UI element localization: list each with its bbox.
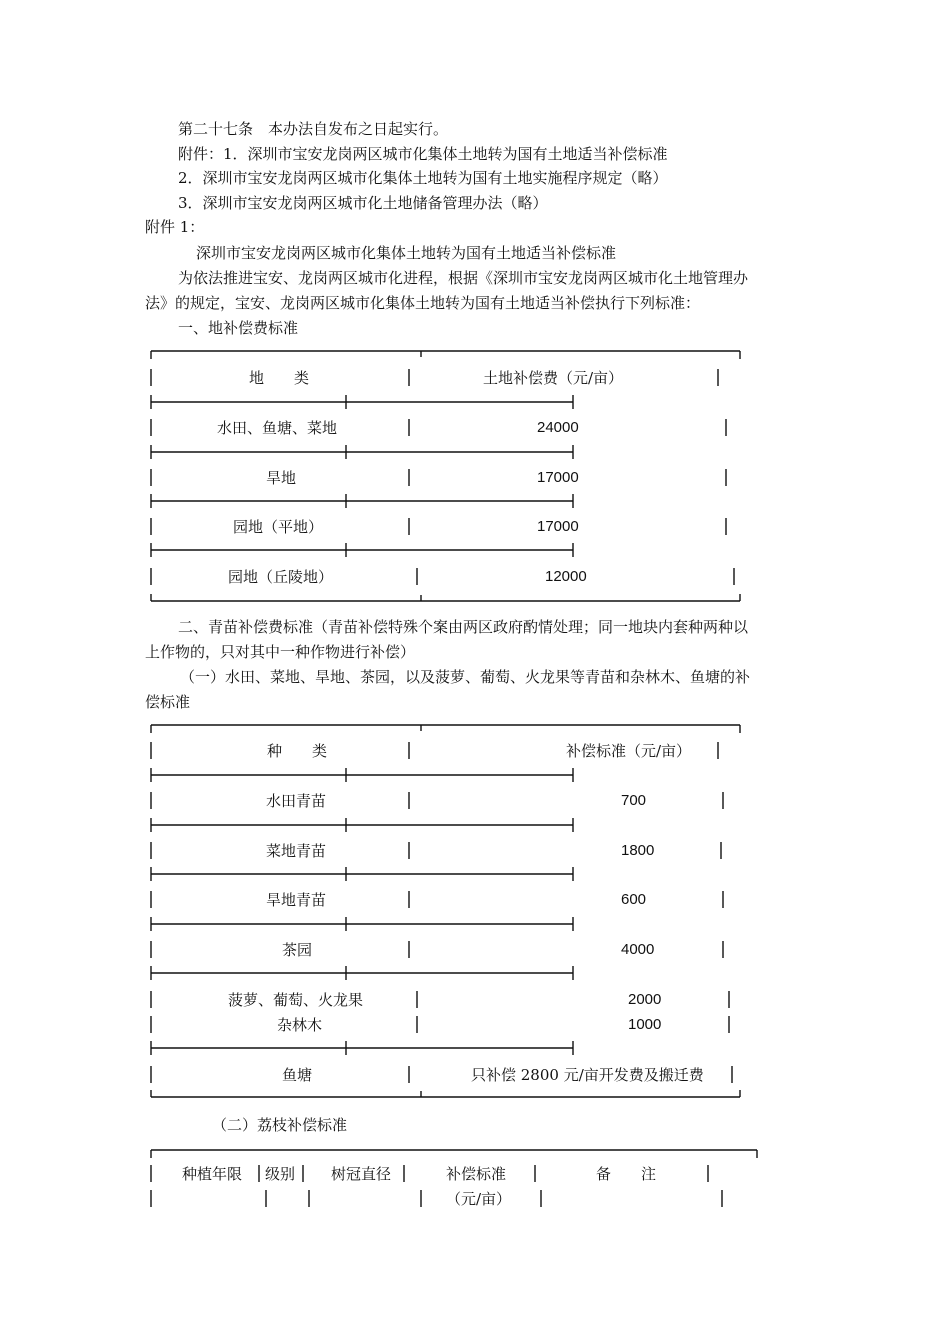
subsection-1-line-2: 偿标准 bbox=[145, 693, 191, 711]
intro-line-2: 法》的规定，宝安、龙岗两区城市化集体土地转为国有土地适当补偿执行下列标准： bbox=[145, 294, 701, 312]
table-2-header-standard: 补偿标准（元/亩） bbox=[566, 742, 692, 760]
subsection-1-line-1: （一）水田、菜地、旱地、茶园，以及菠萝、葡萄、火龙果等青苗和杂林木、鱼塘的补 bbox=[180, 668, 751, 686]
table-2-row-4-type: 茶园 bbox=[282, 941, 313, 959]
table-2-row-6-type: 杂林木 bbox=[277, 1016, 323, 1034]
section-1-title: 一、地补偿费标准 bbox=[178, 319, 299, 337]
table-3-header-remarks: 备 注 bbox=[596, 1165, 657, 1183]
table-1-row-4-fee: 12000 bbox=[545, 568, 587, 585]
table-2-row-2-type: 菜地青苗 bbox=[266, 842, 327, 860]
table-1-row-1-type: 水田、鱼塘、菜地 bbox=[217, 419, 338, 437]
attachment-list-item-1: 附件：1．深圳市宝安龙岗两区城市化集体土地转为国有土地适当补偿标准 bbox=[178, 145, 668, 163]
table-2-row-3-type: 旱地青苗 bbox=[266, 891, 327, 909]
table-2-row-5-type: 菠萝、葡萄、火龙果 bbox=[228, 991, 364, 1009]
section-2-line-2: 上作物的，只对其中一种作物进行补偿） bbox=[145, 643, 416, 661]
attachment-list-item-2: 2．深圳市宝安龙岗两区城市化集体土地转为国有土地实施程序规定（略） bbox=[178, 169, 668, 187]
table-3-header-grade: 级别 bbox=[265, 1165, 296, 1183]
attachment-1-title: 深圳市宝安龙岗两区城市化集体土地转为国有土地适当补偿标准 bbox=[196, 244, 617, 262]
table-2-row-3-value: 600 bbox=[621, 891, 647, 908]
table-3-header-standard: 补偿标准 bbox=[446, 1165, 507, 1183]
table-2-row-7-type: 鱼塘 bbox=[282, 1066, 313, 1084]
table-3-header-standard-unit: （元/亩） bbox=[446, 1190, 512, 1208]
intro-line-1: 为依法推进宝安、龙岗两区城市化进程，根据《深圳市宝安龙岗两区城市化土地管理办 bbox=[178, 269, 749, 287]
table-2-row-1-type: 水田青苗 bbox=[266, 792, 327, 810]
table-2-row-5-value: 2000 bbox=[628, 991, 662, 1008]
table-2-row-7-value: 只补偿 2800 元/亩开发费及搬迁费 bbox=[471, 1066, 704, 1084]
attachment-1-label: 附件 1： bbox=[145, 218, 205, 236]
table-2-row-2-value: 1800 bbox=[621, 842, 655, 859]
article-27: 第二十七条 本办法自发布之日起实行。 bbox=[178, 120, 449, 138]
table-1-row-3-fee: 17000 bbox=[537, 518, 579, 535]
subsection-2-title: （二）荔枝补偿标准 bbox=[212, 1116, 348, 1134]
table-2-row-4-value: 4000 bbox=[621, 941, 655, 958]
attachment-list-item-3: 3．深圳市宝安龙岗两区城市化土地储备管理办法（略） bbox=[178, 194, 548, 212]
table-2-header-type: 种 类 bbox=[267, 742, 328, 760]
table-2-row-1-value: 700 bbox=[621, 792, 647, 809]
table-1-header-land-type: 地 类 bbox=[249, 369, 310, 387]
table-1-row-2-fee: 17000 bbox=[537, 469, 579, 486]
table-2-row-6-value: 1000 bbox=[628, 1016, 662, 1033]
table-1-row-1-fee: 24000 bbox=[537, 419, 579, 436]
section-2-line-1: 二、青苗补偿费标准（青苗补偿特殊个案由两区政府酌情处理；同一地块内套种两种以 bbox=[178, 618, 749, 636]
table-3-header-crown-diameter: 树冠直径 bbox=[331, 1165, 392, 1183]
table-1-header-fee: 土地补偿费（元/亩） bbox=[483, 369, 624, 387]
table-1-row-4-type: 园地（丘陵地） bbox=[228, 568, 334, 586]
table-3-header-planting-years: 种植年限 bbox=[182, 1165, 243, 1183]
table-1-row-3-type: 园地（平地） bbox=[233, 518, 324, 536]
table-1-row-2-type: 旱地 bbox=[266, 469, 297, 487]
